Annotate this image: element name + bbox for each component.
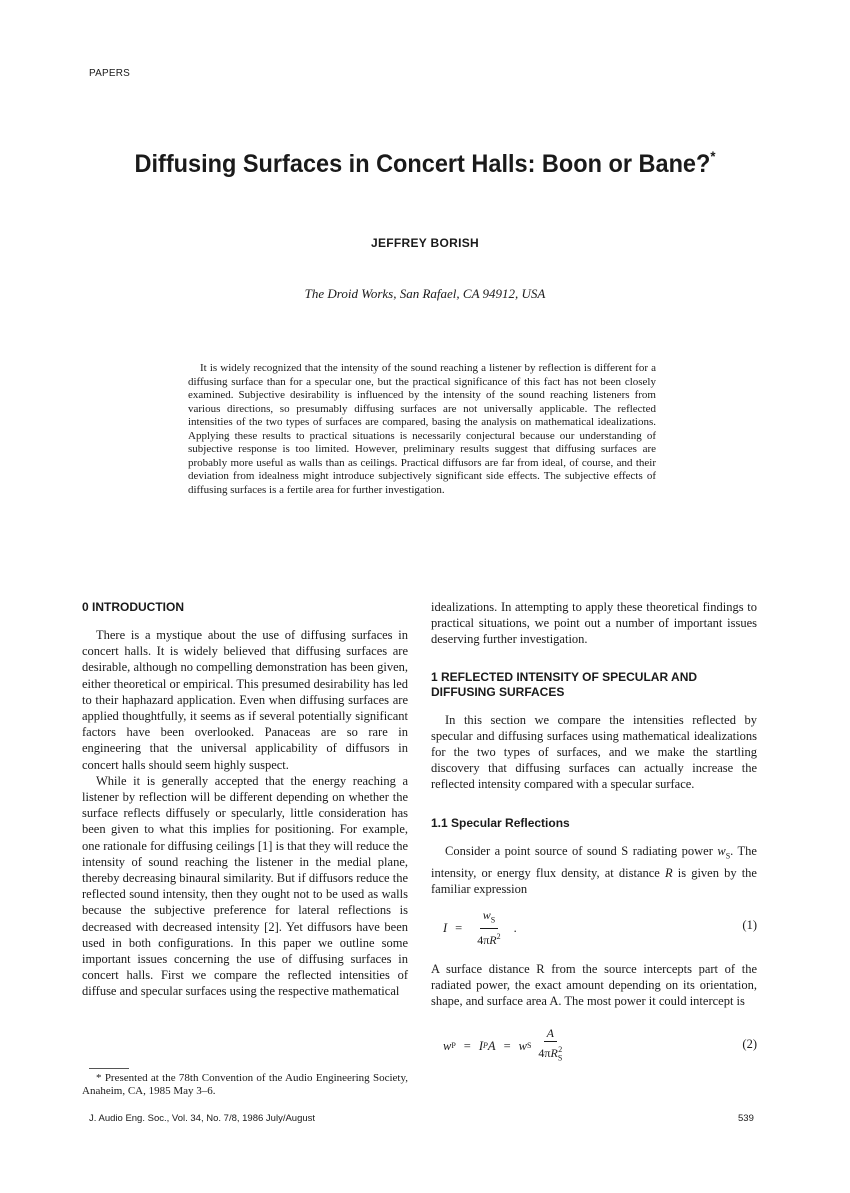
author-name: JEFFREY BORISH <box>371 236 479 250</box>
footnote: * Presented at the 78th Convention of the Audio Engineering Society, Anaheim, CA, 1985 May 3–6. <box>82 1072 408 1097</box>
paper-title <box>26 150 825 179</box>
section-1-paragraph-1: In this section we compare the intensities reflected by specular and diffusing surfaces using mathematical idealizations for the two types of surfaces, and we make the startling discovery that diffusing surfaces can actually increase the reflected intensity compared with a specular surface. <box>431 712 757 792</box>
section-1-heading: 1 REFLECTED INTENSITY OF SPECULAR AND DIFFUSING SURFACES <box>431 669 698 699</box>
affiliation: The Droid Works, San Rafael, CA 94912, USA <box>304 286 546 301</box>
page-number: 539 <box>738 1113 754 1124</box>
section-1-1-paragraph-1: Consider a point source of sound S radiating power $w_S$. The intensity, or energy flux density, at distance R is given by the familiar expression <box>431 843 757 896</box>
sec11-text-c: is given by the familiar expression <box>431 865 757 896</box>
intro-paragraph-2: While it is generally accepted that the energy reaching a listener by reflection will be different depending on whether the surface reflects diffusely or specularly, little consideration has been given to what this implies for positioning. For example, one rationale for diffusing ceilings [1] is that they will reduce the intensity of sound reaching the listener in the medial plane, thereby decreasing binaural similarity. But if diffusors reduce the reflected sound intensity, then they ought not to be used as walls because the subjective preference for lateral reflections is decreased with decreased intensity [2]. Yet diffusors have been used in both configurations. In this paper we outline some important issues concerning the use of diffusing surfaces in concert halls. First we compare the reflected intensities of diffuse and specular surfaces using the respective mathematical <box>82 773 408 999</box>
journal-citation: J. Audio Eng. Soc., Vol. 34, No. 7/8, 1986 July/August <box>89 1113 316 1124</box>
equation-1: I = $\frac{w_S}{4\pi R^2}$ . (1) <box>443 908 757 947</box>
intro-paragraph-1: There is a mystique about the use of diffusing surfaces in concert halls. It is widely believed that diffusing surfaces are desirable, although no compelling demonstration has been given, either theoretical or empirical. This presumed desirability has led to their haphazard application. Even when diffusing surfaces are applied thoughtfully, it seems as if several potentially significant factors have been overlooked. Panaceas are so rare in engineering that the universal applicability of diffusors in concert halls should seem highly suspect. <box>82 628 408 772</box>
equation-1-number: (1) <box>742 917 757 932</box>
title-footnote-mark: * <box>710 148 716 164</box>
equation-2-number: (2) <box>742 1036 757 1051</box>
section-1-1-heading: 1.1 Specular Reflections <box>431 815 570 830</box>
equation-2: w P = I P A = w S $\frac{A}{4\pi R_S^2}$ (2) <box>443 1026 757 1063</box>
right-column <box>431 599 757 1080</box>
section-label: PAPERS <box>89 68 131 79</box>
intro-heading: 0 INTRODUCTION <box>82 600 184 614</box>
sec11-text-b: . The intensity, or energy flux density, at distance <box>431 843 757 880</box>
abstract: It is widely recognized that the intensity of the sound reaching a listener by reflection is different for a diffusing surface than for a specular one, but the practical significance of this fact has not been closely examined. Subjective desirability is influenced by the intensity of the sound reaching listeners from various directions, so presumably diffusing surfaces are not universally applicable. The reflected intensities of the two types of surfaces are compared, basing the analysis on mathematical idealizations. Applying these results to practical situations is necessarily conjectural because our understanding of subjective response is too limited. However, preliminary results suggest that diffusing surfaces are probably more useful as walls than as ceilings. Practical diffusors are far from ideal, of course, and their deviation from idealness might introduce subjectively significant side effects. The subjective effects of diffusing surfaces is a fertile area for further investigation. <box>188 362 656 496</box>
title-text: Diffusing Surfaces in Concert Halls: Boon or Bane? <box>134 150 711 178</box>
sec11-text-a: Consider a point source of sound S radiating power <box>445 843 718 858</box>
footnote-rule <box>89 1068 129 1069</box>
section-1-1-paragraph-2: A surface distance R from the source intercepts part of the radiated power, the exact amount depending on its orientation, shape, and surface area A. The most power it could intercept is <box>431 961 757 1009</box>
left-column <box>82 600 408 1000</box>
intro-paragraph-2-continued: idealizations. In attempting to apply these theoretical findings to practical situations, we point out a number of important issues deserving further investigation. <box>431 600 757 647</box>
